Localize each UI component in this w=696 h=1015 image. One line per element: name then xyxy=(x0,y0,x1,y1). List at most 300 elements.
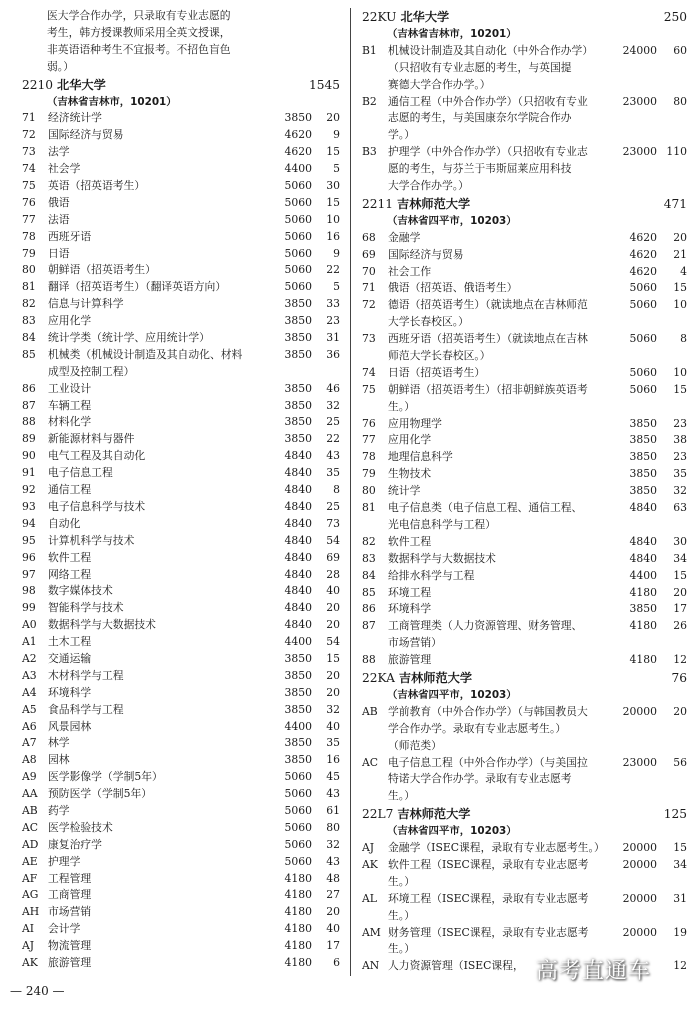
major-name: 食品科学与工程 xyxy=(48,702,124,716)
major-entry xyxy=(22,229,340,246)
major-code: 93 xyxy=(22,499,36,513)
university-header xyxy=(362,805,687,823)
major-fee: 4400 xyxy=(284,635,312,649)
major-entry xyxy=(22,144,340,161)
major-row xyxy=(362,483,687,500)
major-quota: 30 xyxy=(673,534,687,548)
major-code: A6 xyxy=(22,719,37,733)
major-entry xyxy=(362,857,687,891)
major-fee: 4180 xyxy=(284,939,312,953)
major-quota: 10 xyxy=(673,365,687,379)
major-code: 72 xyxy=(362,298,376,312)
major-name: 统计学 xyxy=(388,484,421,498)
major-name: 旅游管理 xyxy=(48,955,92,969)
major-name: 环境科学 xyxy=(48,685,92,699)
major-quota: 20 xyxy=(326,618,340,632)
major-name: 软件工程（ISEC课程，录取有专业志愿考 xyxy=(388,857,589,871)
major-entry xyxy=(22,871,340,888)
major-quota: 17 xyxy=(326,939,340,953)
major-name: 护理学 xyxy=(48,854,81,868)
university-name: 吉林师范大学 xyxy=(397,196,471,211)
major-name: 翻译（招英语考生）（翻译英语方向） xyxy=(48,280,227,294)
major-row xyxy=(22,735,340,752)
major-row xyxy=(362,331,687,348)
left-column xyxy=(22,8,340,972)
major-fee: 4400 xyxy=(284,162,312,176)
major-quota: 20 xyxy=(673,230,687,244)
major-name-cont: 特诺大学合作办学。录取有专业志愿考 xyxy=(388,772,572,786)
major-fee: 3850 xyxy=(629,484,657,498)
major-fee: 3850 xyxy=(284,331,312,345)
major-quota: 20 xyxy=(326,685,340,699)
major-code: 79 xyxy=(362,467,376,481)
major-name: 风景园林 xyxy=(48,719,92,733)
major-row xyxy=(22,246,340,263)
major-quota: 38 xyxy=(673,433,687,447)
major-name: 给排水科学与工程 xyxy=(388,568,475,582)
major-name-cont: （只招收有专业志愿的考生，与英国提 xyxy=(388,60,572,74)
major-name: 药学 xyxy=(48,803,70,817)
major-name: 林学 xyxy=(48,736,70,750)
major-name: 数据科学与大数据技术 xyxy=(388,551,496,565)
major-row-cont xyxy=(362,127,687,144)
major-quota: 61 xyxy=(326,803,340,817)
major-quota: 26 xyxy=(673,619,687,633)
major-fee: 4840 xyxy=(284,567,312,581)
major-fee: 4620 xyxy=(629,230,657,244)
university-location: （吉林省四平市，10203） xyxy=(387,825,517,838)
major-name: 数据科学与大数据技术 xyxy=(48,618,156,632)
major-entry xyxy=(22,803,340,820)
major-code: AE xyxy=(22,854,38,868)
major-code: AF xyxy=(22,871,38,885)
major-fee: 4840 xyxy=(284,449,312,463)
major-name: 交通运输 xyxy=(48,651,92,665)
major-row xyxy=(22,347,340,364)
major-code: AG xyxy=(22,888,39,902)
major-entry xyxy=(22,600,340,617)
major-quota: 73 xyxy=(326,516,340,530)
major-row-cont xyxy=(362,77,687,94)
major-fee: 3850 xyxy=(629,602,657,616)
major-fee: 3850 xyxy=(284,381,312,395)
major-code: 92 xyxy=(22,483,36,497)
major-code: 79 xyxy=(22,246,36,260)
major-fee: 4620 xyxy=(284,128,312,142)
major-fee: 23000 xyxy=(622,145,657,159)
major-entry xyxy=(22,414,340,431)
major-quota: 20 xyxy=(673,585,687,599)
major-name: 旅游管理 xyxy=(388,653,432,667)
university-name: 吉林师范大学 xyxy=(397,807,471,822)
major-code: 95 xyxy=(22,533,36,547)
major-row xyxy=(22,752,340,769)
major-fee: 4180 xyxy=(284,888,312,902)
major-row xyxy=(22,634,340,651)
major-code: 83 xyxy=(362,551,376,565)
major-code: AB xyxy=(22,803,38,817)
major-name-cont: 愿的考生，与芬兰于韦斯屈莱应用科技 xyxy=(388,162,572,176)
major-fee: 5060 xyxy=(629,382,657,396)
major-row xyxy=(362,891,687,908)
major-row xyxy=(22,448,340,465)
major-row xyxy=(22,110,340,127)
major-code: 90 xyxy=(22,449,36,463)
major-code: 84 xyxy=(362,568,376,582)
major-code: AC xyxy=(22,820,39,834)
major-fee: 5060 xyxy=(284,229,312,243)
major-row-cont xyxy=(362,721,687,738)
major-row-cont xyxy=(362,314,687,331)
major-fee: 23000 xyxy=(622,755,657,769)
major-fee: 5060 xyxy=(284,246,312,260)
major-quota: 8 xyxy=(680,332,687,346)
major-quota: 31 xyxy=(326,331,340,345)
major-code: 75 xyxy=(362,382,376,396)
major-name: 学前教育（中外合作办学）（与韩国教员大 xyxy=(388,704,588,718)
major-entry xyxy=(22,212,340,229)
university-code: 2211 xyxy=(362,196,394,211)
major-entry xyxy=(362,466,687,483)
major-row xyxy=(362,704,687,721)
major-row-cont xyxy=(362,161,687,178)
major-row xyxy=(22,803,340,820)
major-code: 87 xyxy=(362,619,376,633)
major-entry xyxy=(362,331,687,365)
major-row xyxy=(362,500,687,517)
major-row xyxy=(22,769,340,786)
major-entry xyxy=(362,144,687,195)
major-name: 信息与计算科学 xyxy=(48,297,124,311)
major-code: 81 xyxy=(362,501,376,515)
major-name: 车辆工程 xyxy=(48,398,92,412)
major-quota: 15 xyxy=(673,568,687,582)
major-code: 99 xyxy=(22,601,36,615)
university-section xyxy=(362,8,687,195)
major-name: 机械设计制造及其自动化（中外合作办学） xyxy=(388,43,594,57)
major-name: 环境工程 xyxy=(388,585,432,599)
major-name: 康复治疗学 xyxy=(48,837,102,851)
university-code: 22KA xyxy=(362,670,395,685)
major-code: B3 xyxy=(362,145,377,159)
university-section xyxy=(362,805,687,975)
major-name: 统计学类（统计学、应用统计学） xyxy=(48,331,210,345)
major-row xyxy=(22,465,340,482)
major-code: 74 xyxy=(22,162,36,176)
major-code: AI xyxy=(22,922,35,936)
major-row xyxy=(22,668,340,685)
major-name: 生物技术 xyxy=(388,467,432,481)
major-quota: 15 xyxy=(326,651,340,665)
major-entry xyxy=(22,820,340,837)
major-row xyxy=(22,262,340,279)
major-name: 国际经济与贸易 xyxy=(388,247,464,261)
major-quota: 60 xyxy=(673,43,687,57)
major-quota: 15 xyxy=(673,281,687,295)
major-entry xyxy=(22,398,340,415)
major-quota: 21 xyxy=(673,247,687,261)
major-entry xyxy=(22,921,340,938)
major-name: 金融学（ISEC课程，录取有专业志愿考生。） xyxy=(388,841,605,855)
major-name: 俄语 xyxy=(48,195,70,209)
major-entry xyxy=(362,230,687,247)
major-row xyxy=(22,921,340,938)
major-quota: 16 xyxy=(326,229,340,243)
major-entry xyxy=(22,938,340,955)
major-row xyxy=(22,330,340,347)
major-row xyxy=(362,230,687,247)
intro-note-line: 医大学合作办学，只录取有专业志愿的 xyxy=(47,9,231,22)
major-row xyxy=(362,264,687,281)
major-fee: 20000 xyxy=(622,704,657,718)
major-entry xyxy=(22,634,340,651)
major-code: AC xyxy=(362,755,379,769)
major-fee: 3850 xyxy=(284,111,312,125)
major-name: 英语（招英语考生） xyxy=(48,179,146,193)
major-name-cont: 学合作办学。录取有专业志愿考生。） xyxy=(388,721,567,735)
major-code: 88 xyxy=(362,653,376,667)
major-name: 电子信息类（电子信息工程、通信工程、 xyxy=(388,501,583,515)
major-row xyxy=(22,144,340,161)
major-row xyxy=(22,161,340,178)
major-quota: 32 xyxy=(326,398,340,412)
major-quota: 25 xyxy=(326,499,340,513)
major-row xyxy=(22,212,340,229)
major-fee: 5060 xyxy=(629,365,657,379)
major-code: 73 xyxy=(362,332,376,346)
major-row xyxy=(362,43,687,60)
major-row xyxy=(22,567,340,584)
major-row xyxy=(362,280,687,297)
major-fee: 5060 xyxy=(629,298,657,312)
major-quota: 35 xyxy=(673,467,687,481)
major-fee: 4180 xyxy=(629,619,657,633)
major-row xyxy=(22,871,340,888)
major-name: 日语 xyxy=(48,246,70,260)
university-name: 北华大学 xyxy=(57,77,106,92)
major-row xyxy=(22,938,340,955)
major-name: 应用物理学 xyxy=(388,416,442,430)
major-row-cont xyxy=(362,771,687,788)
major-quota: 35 xyxy=(326,466,340,480)
major-fee: 5060 xyxy=(284,787,312,801)
major-entry xyxy=(22,195,340,212)
major-row xyxy=(362,416,687,433)
major-code: AH xyxy=(22,905,40,919)
major-entry xyxy=(22,330,340,347)
major-fee: 5060 xyxy=(284,263,312,277)
major-code: 96 xyxy=(22,550,36,564)
major-row xyxy=(362,466,687,483)
university-code: 22L7 xyxy=(362,807,394,822)
major-code: A0 xyxy=(22,618,37,632)
major-fee: 4840 xyxy=(284,499,312,513)
major-name-cont: 生。） xyxy=(388,874,415,888)
major-fee: 24000 xyxy=(622,43,657,57)
major-row-cont xyxy=(362,908,687,925)
major-row xyxy=(22,583,340,600)
major-quota: 15 xyxy=(326,195,340,209)
major-code: AN xyxy=(362,959,380,973)
major-code: 76 xyxy=(22,195,36,209)
major-name: 经济统计学 xyxy=(48,111,102,125)
major-row-cont xyxy=(22,364,340,381)
major-fee: 3850 xyxy=(284,415,312,429)
major-row-cont xyxy=(362,178,687,195)
major-entry xyxy=(362,382,687,416)
major-code: 80 xyxy=(22,263,36,277)
major-quota: 28 xyxy=(326,567,340,581)
major-row xyxy=(362,534,687,551)
major-name-cont: 师范大学长春校区。） xyxy=(388,349,491,363)
major-fee: 5060 xyxy=(629,281,657,295)
major-code: 86 xyxy=(22,381,36,395)
major-quota: 40 xyxy=(326,922,340,936)
major-entry xyxy=(22,482,340,499)
major-name: 财务管理（ISEC课程，录取有专业志愿考 xyxy=(388,925,589,939)
major-name: 工商管理 xyxy=(48,888,92,902)
major-fee: 4180 xyxy=(284,922,312,936)
major-quota: 54 xyxy=(326,533,340,547)
major-code: 78 xyxy=(362,450,376,464)
major-entry xyxy=(22,161,340,178)
major-quota: 12 xyxy=(673,959,687,973)
major-code: B2 xyxy=(362,94,377,108)
major-name: 通信工程（中外合作办学）（只招收有专业 xyxy=(388,94,588,108)
major-fee: 3850 xyxy=(629,450,657,464)
major-quota: 16 xyxy=(326,753,340,767)
major-fee: 4620 xyxy=(629,247,657,261)
major-code: 77 xyxy=(22,212,36,226)
major-name: 预防医学（学制5年） xyxy=(48,787,153,801)
major-row-cont xyxy=(362,348,687,365)
major-fee: 4400 xyxy=(284,719,312,733)
major-name: 环境工程（ISEC课程，录取有专业志愿考 xyxy=(388,891,589,905)
major-entry xyxy=(22,178,340,195)
major-row xyxy=(22,854,340,871)
major-row xyxy=(362,652,687,669)
major-quota: 31 xyxy=(673,891,687,905)
major-name: 土木工程 xyxy=(48,635,92,649)
major-row xyxy=(22,651,340,668)
major-quota: 46 xyxy=(326,381,340,395)
major-fee: 3850 xyxy=(284,347,312,361)
major-quota: 35 xyxy=(326,736,340,750)
major-row xyxy=(22,499,340,516)
major-row xyxy=(362,601,687,618)
major-entry xyxy=(22,854,340,871)
major-fee: 3850 xyxy=(629,416,657,430)
major-code: 77 xyxy=(362,433,376,447)
right-column xyxy=(362,8,687,975)
major-name: 软件工程 xyxy=(48,550,92,564)
major-row xyxy=(22,178,340,195)
major-code: 70 xyxy=(362,264,376,278)
major-code: A1 xyxy=(22,635,37,649)
major-fee: 4620 xyxy=(284,145,312,159)
major-name: 朝鲜语（招英语考生）（招非朝鲜族英语考 xyxy=(388,382,588,396)
major-row xyxy=(22,600,340,617)
column-divider xyxy=(350,8,351,976)
major-code: 69 xyxy=(362,247,376,261)
major-entry xyxy=(22,752,340,769)
major-fee: 3850 xyxy=(284,297,312,311)
major-entry xyxy=(22,769,340,786)
major-code: 94 xyxy=(22,516,36,530)
major-quota: 63 xyxy=(673,501,687,515)
major-quota: 23 xyxy=(673,416,687,430)
major-name-cont: 大学长春校区。） xyxy=(388,315,469,329)
major-code: 98 xyxy=(22,584,36,598)
major-entry xyxy=(22,246,340,263)
major-fee: 4180 xyxy=(284,905,312,919)
major-name: 物流管理 xyxy=(48,939,92,953)
major-name: 社会学 xyxy=(48,162,81,176)
major-row xyxy=(22,617,340,634)
university-header xyxy=(362,669,687,687)
major-quota: 43 xyxy=(326,854,340,868)
major-fee: 5060 xyxy=(284,770,312,784)
major-name: 木材科学与工程 xyxy=(48,668,124,682)
major-fee: 3850 xyxy=(284,736,312,750)
major-row xyxy=(22,685,340,702)
major-name: 俄语（招英语、俄语考生） xyxy=(388,281,518,295)
major-fee: 4840 xyxy=(629,534,657,548)
major-code: 75 xyxy=(22,179,36,193)
major-code: 86 xyxy=(362,602,376,616)
major-code: AL xyxy=(362,891,377,905)
major-quota: 80 xyxy=(673,94,687,108)
major-name: 工业设计 xyxy=(48,381,92,395)
major-entry xyxy=(22,313,340,330)
university-code: 2210 xyxy=(22,77,54,92)
major-row xyxy=(362,857,687,874)
major-code: AB xyxy=(362,704,378,718)
major-fee: 4840 xyxy=(284,618,312,632)
major-code: 71 xyxy=(22,111,36,125)
major-row xyxy=(362,840,687,857)
major-row xyxy=(362,297,687,314)
university-location: （吉林省四平市，10203） xyxy=(387,214,517,227)
major-entry xyxy=(22,668,340,685)
major-quota: 9 xyxy=(333,246,340,260)
major-fee: 4180 xyxy=(629,653,657,667)
major-name: 电子信息工程（中外合作办学）（与美国拉 xyxy=(388,755,588,769)
major-quota: 45 xyxy=(326,770,340,784)
major-row xyxy=(22,786,340,803)
major-fee: 5060 xyxy=(284,195,312,209)
major-name: 地理信息科学 xyxy=(388,450,453,464)
major-name-cont: 光电信息科学与工程） xyxy=(388,517,496,531)
major-entry xyxy=(22,347,340,381)
major-name: 金融学 xyxy=(388,230,421,244)
major-fee: 4180 xyxy=(284,871,312,885)
major-row-cont xyxy=(362,788,687,805)
major-entry xyxy=(22,685,340,702)
major-name: 会计学 xyxy=(48,922,81,936)
major-code: 85 xyxy=(22,347,36,361)
major-name: 人力资源管理（ISEC课程， xyxy=(388,959,524,973)
major-code: 73 xyxy=(22,145,36,159)
major-fee: 3850 xyxy=(629,433,657,447)
major-name: 朝鲜语（招英语考生） xyxy=(48,263,156,277)
major-row xyxy=(22,482,340,499)
major-row xyxy=(22,955,340,972)
major-entry xyxy=(22,786,340,803)
major-row xyxy=(362,382,687,399)
major-row xyxy=(362,247,687,264)
major-code: AM xyxy=(362,925,381,939)
